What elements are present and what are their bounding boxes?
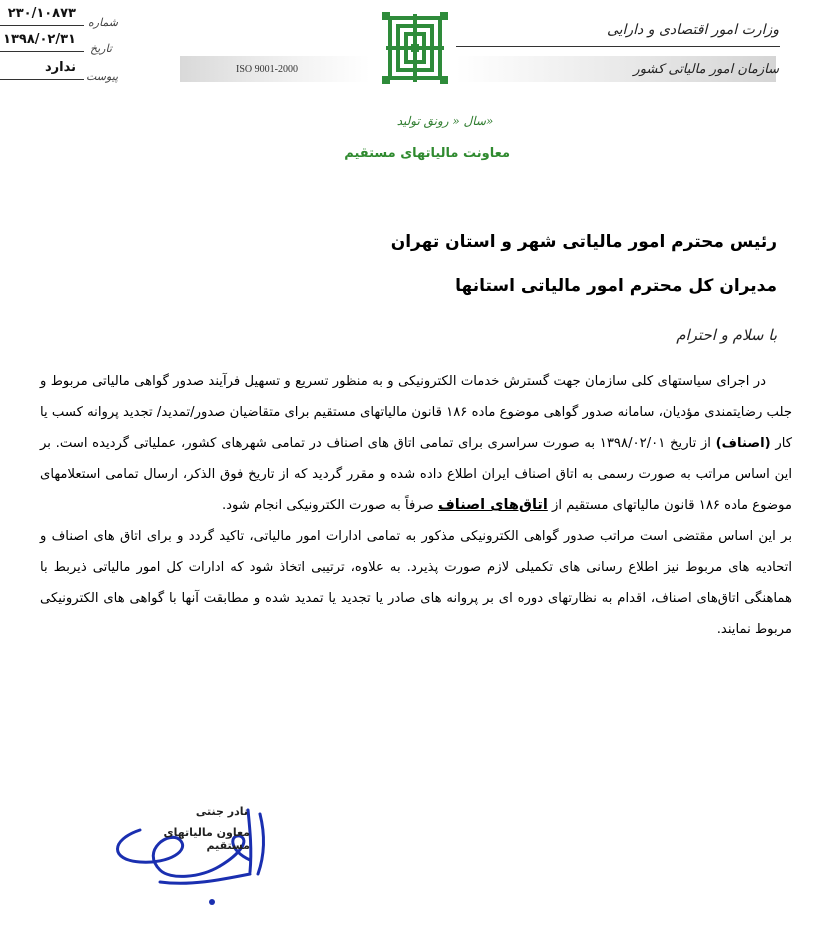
recipient-line-1: رئیس محترم امور مالیاتی شهر و استان تهران <box>390 232 777 252</box>
letter-number-label: شماره <box>88 16 119 29</box>
body-paragraph-1 <box>40 366 792 521</box>
ref-rule-1 <box>0 25 84 26</box>
organization-logo-icon <box>380 10 450 86</box>
greeting: با سلام و احترام <box>676 326 777 344</box>
p1-part-e: صرفاً به صورت الکترونیکی انجام شود. <box>221 498 434 513</box>
p1-asnaf: (اصناف) <box>715 436 771 451</box>
iso-label: ISO 9001-2000 <box>236 64 298 75</box>
ref-rule-3 <box>0 79 84 80</box>
recipient-line-2: مدیران کل محترم امور مالیاتی استانها <box>455 276 777 296</box>
p1-highlight: اتاق‌های اصناف <box>437 497 548 513</box>
ref-rule-2 <box>0 51 84 52</box>
department-name: معاونت مالیاتهای مستقیم <box>344 146 510 161</box>
letter-number: ۲۳۰/۱۰۸۷۳ <box>7 6 76 21</box>
header-rule-top <box>456 46 780 47</box>
letter-date-label: تاریخ <box>90 42 112 55</box>
signer-title: معاون مالیاتهای مستقیم <box>163 826 250 852</box>
year-slogan: سال « رونق تولید» <box>396 114 494 128</box>
body-paragraph-2: بر این اساس مقتضی است مراتب صدور گواهی الکترونیکی مذکور به تمامی ادارات امور مالیاتی، تاکید گردد و برای اتاق های اصناف و اتحادیه های مربوط نیز اطلاع رسانی های تکمیلی لازم صورت پذیرد. به علاوه، ترتیبی اتخاذ شود که ادارات کل امور مالیاتی ذیربط با هماهنگی اتاق‌های اصناف، اقدام به نظارتهای دوره ای بر پروانه های صادر یا تجدید یا تمدید شده و مطابقت آنها با گواهی های الکترونیکی مربوط نمایند. <box>40 529 792 637</box>
ministry-name: وزارت امور اقتصادی و دارایی <box>606 22 779 38</box>
letter-attachment: ندارد <box>44 60 76 75</box>
signer-name: نادر جنتی <box>195 805 248 818</box>
letter-attachment-label: پیوست <box>86 70 119 83</box>
organization-name: سازمان امور مالیاتی کشور <box>633 62 779 77</box>
p1-part-a: در اجرای سیاستهای کلی سازمان جهت گسترش خدمات الکترونیکی و به منظور تسریع و تسهیل فرآیند صدور گواهی مالیاتی مربوط و جلب رضایتمندی مؤدیان، سامانه صدور گواهی موضوع ماده ۱۸۶ قانون مالیاتهای مستقیم برای متقاضیان صدور/تمدید/ تجدید پروانه کسب یا کار <box>40 374 793 451</box>
p1-part-c: از تاریخ ۱۳۹۸/۰۲/۰۱ به صورت سراسری برای تمامی اتاق های اصناف در تمامی شهرهای کشور، عملیاتی گردیده است. بر این اساس مراتب به صورت رسمی به اتاق اصناف ایران اطلاع داده شده و مقرر گردید که از تاریخ فوق الذکر، ارسال تمامی استعلامهای موضوع ماده ۱۸۶ قانون مالیاتهای مستقیم از <box>40 436 792 513</box>
letter-body <box>40 366 792 645</box>
letter-date: ۱۳۹۸/۰۲/۳۱ <box>3 32 76 47</box>
